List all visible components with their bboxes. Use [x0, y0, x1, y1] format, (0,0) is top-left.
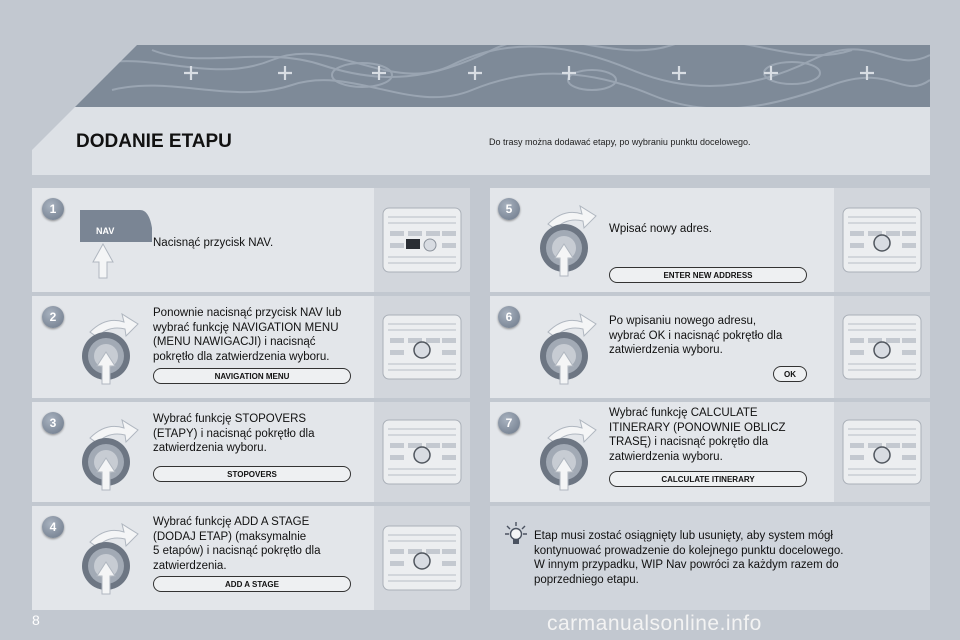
nav-button-label: NAV [96, 226, 115, 236]
step-number-badge: 6 [498, 306, 520, 328]
step-number-badge: 3 [42, 412, 64, 434]
tip-text: Etap musi zostać osiągnięty lub usunięty, aby system mógł kontynuować prowadzenie do kolejnego punktu docelowego. W innym przypadku, WIP Nav powróci za każdym razem do poprzedniego etapu. [534, 530, 844, 586]
rotary-knob-press-icon [536, 414, 606, 494]
header-banner [32, 45, 930, 175]
header-map-banner [32, 45, 930, 107]
stopovers-pill: STOPOVERS [153, 466, 351, 482]
navigation-menu-pill: NAVIGATION MENU [153, 368, 351, 384]
nav-button-press-icon [76, 204, 146, 284]
rotary-knob-press-icon [536, 200, 606, 280]
step-6-panel [490, 296, 930, 398]
radio-panel-thumbnail [834, 296, 930, 398]
page-number: 8 [32, 612, 40, 628]
step-5-panel [490, 188, 930, 292]
radio-panel-thumbnail [834, 188, 930, 292]
radio-panel-thumbnail [374, 188, 470, 292]
step-1-text: Nacisnąć przycisk NAV. [153, 237, 274, 249]
page-title: DODANIE ETAPU [76, 131, 232, 152]
step-number-badge: 1 [42, 198, 64, 220]
tip-box [490, 506, 930, 610]
step-4-panel [32, 506, 470, 610]
step-number-badge: 2 [42, 306, 64, 328]
step-number-badge: 7 [498, 412, 520, 434]
rotary-knob-press-icon [78, 414, 148, 494]
rotary-knob-press-icon [78, 518, 148, 598]
lightbulb-icon [504, 521, 528, 552]
step-6-text: Po wpisaniu nowego adresu, wybrać OK i nacisnąć pokrętło dla zatwierdzenia wyboru. [609, 315, 783, 356]
step-7-text: Wybrać funkcję CALCULATE ITINERARY (PONOWNIE OBLICZ TRASĘ) i nacisnąć pokrętło dla zatwierdzenia wyboru. [609, 407, 786, 463]
step-1-panel [32, 188, 470, 292]
step-number-badge: 5 [498, 198, 520, 220]
enter-new-address-pill: ENTER NEW ADDRESS [609, 267, 807, 283]
page-subtitle: Do trasy można dodawać etapy, po wybraniu punktu docelowego. [489, 137, 751, 147]
rotary-knob-press-icon [78, 308, 148, 388]
step-5-text: Wpisać nowy adres. [609, 223, 712, 235]
step-2-panel [32, 296, 470, 398]
radio-panel-thumbnail [834, 402, 930, 502]
step-number-badge: 4 [42, 516, 64, 538]
step-7-panel [490, 402, 930, 502]
calculate-itinerary-pill: CALCULATE ITINERARY [609, 471, 807, 487]
radio-panel-thumbnail [374, 506, 470, 610]
radio-panel-thumbnail [374, 296, 470, 398]
rotary-knob-press-icon [536, 308, 606, 388]
step-4-text: Wybrać funkcję ADD A STAGE (DODAJ ETAP) (maksymalnie 5 etapów) i nacisnąć pokrętło dla zatwierdzenia. [153, 516, 321, 572]
watermark: carmanualsonline.info [547, 612, 762, 635]
step-3-text: Wybrać funkcję STOPOVERS (ETAPY) i nacisnąć pokrętło dla zatwierdzenia wyboru. [153, 413, 315, 454]
add-a-stage-pill: ADD A STAGE [153, 576, 351, 592]
step-3-panel [32, 402, 470, 502]
ok-pill: OK [773, 366, 807, 382]
topographic-pattern [32, 45, 930, 107]
step-2-text: Ponownie nacisnąć przycisk NAV lub wybrać funkcję NAVIGATION MENU (MENU NAWIGACJI) i nacisnąć pokrętło dla zatwierdzenia wyboru. [153, 307, 342, 363]
radio-panel-thumbnail [374, 402, 470, 502]
